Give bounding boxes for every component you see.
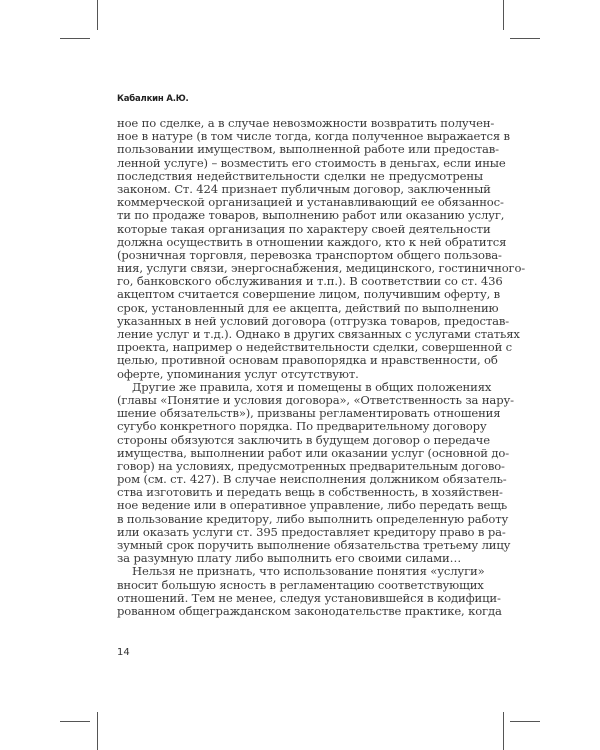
text-line: сугубо конкретного порядка. По предварительному договору (117, 419, 487, 434)
text-line: коммерческой организацией и устанавливающий ее обязаннос- (117, 195, 504, 210)
text-line: последствия недействительности сделки не предусмотрены (117, 168, 483, 183)
text-line: ства изготовить и передать вещь в собственность, в хозяйствен- (117, 485, 503, 500)
text-line: ное по сделке, а в случае невозможности возвратить получен- (117, 116, 495, 130)
text-line: вносит большую ясность в регламентацию соответствующих (117, 577, 484, 592)
crop-mark (97, 0, 98, 30)
text-line: ром (см. ст. 427). В случае неисполнения должником обязатель- (117, 472, 507, 487)
text-line: стороны обязуются заключить в будущем договор о передаче (117, 432, 490, 447)
text-line: пользовании имуществом, выполненной работе или предостав- (117, 142, 499, 157)
text-line: законом. Ст. 424 признает публичным договор, заключенный (117, 181, 491, 196)
text-line: (главы «Понятие и условия договора», «Ответственность за нару- (117, 392, 514, 407)
paragraph (117, 564, 502, 618)
running-head: Кабалкин А.Ю. (117, 94, 189, 104)
crop-mark (60, 721, 90, 722)
text-line: или оказать услуги ст. 395 предоставляет кредитору право в ра- (117, 524, 506, 539)
text-line: срок, установленный для ее акцепта, действий по выполнению (117, 300, 499, 315)
page-number: 14 (117, 647, 130, 658)
text-line: ния, услуги связи, энергоснабжения, медицинского, гостиничного- (117, 261, 526, 276)
text-line: ленной услуге) – возместить его стоимость в деньгах, если иные (117, 155, 506, 170)
text-line: ление услуг и т.д.). Однако в других связанных с услугами статьях (117, 327, 520, 341)
text-line: го, банковского обслуживания и т.п.). В соответствии со ст. 436 (117, 274, 503, 289)
text-line: целью, противной основам правопорядка и нравственности, об (117, 353, 498, 368)
text-line: должна осуществить в отношении каждого, кто к ней обратится (117, 234, 507, 249)
crop-mark (60, 38, 90, 39)
text-line: отношений. Тем не менее, следуя установившейся в кодифици- (117, 590, 501, 605)
text-line: ти по продаже товаров, выполнению работ или оказанию услуг, (117, 208, 505, 223)
text-line: рованном общегражданском законодательстве практике, когда (117, 603, 502, 618)
crop-mark (510, 721, 540, 722)
crop-mark (97, 712, 98, 750)
paragraph (117, 116, 526, 381)
crop-mark (503, 712, 504, 750)
text-line: проекта, например о недействительности сделки, совершенной с (117, 340, 513, 355)
text-line: (розничная торговля, перевозка транспортом общего пользова- (117, 247, 502, 262)
text-line: зумный срок поручить выполнение обязательства третьему лицу (117, 538, 511, 552)
text-line: ное ведение или в оперативное управление, либо передать вещь (117, 498, 508, 513)
text-line: Нельзя не признать, что использование понятия «услуги» (132, 564, 485, 579)
text-line: указанных в ней условий договора (отгрузка товаров, предостав- (117, 313, 509, 328)
text-line: говор) на условиях, предусмотренных предварительным догово- (117, 458, 505, 473)
body-text (117, 116, 526, 618)
text-line: оферте, упоминания услуг отсутствуют. (117, 366, 359, 381)
text-line: в пользование кредитору, либо выполнить определенную работу (117, 511, 509, 526)
text-line: Другие же правила, хотя и помещены в общих положениях (132, 379, 492, 394)
text-line: шение обязательств»), призваны регламентировать отношения (117, 406, 501, 421)
paragraph (117, 379, 514, 566)
text-line: за разумную плату либо выполнить его своими силами… (117, 551, 462, 566)
text-line: акцептом считается совершение лицом, получившим оферту, в (117, 287, 501, 302)
crop-mark (503, 0, 504, 30)
text-line: которые такая организация по характеру своей деятельности (117, 221, 491, 236)
text-line: ное в натуре (в том числе тогда, когда полученное выражается в (117, 129, 510, 144)
crop-mark (510, 38, 540, 39)
text-line: имущества, выполнении работ или оказании услуг (основной до- (117, 445, 509, 460)
